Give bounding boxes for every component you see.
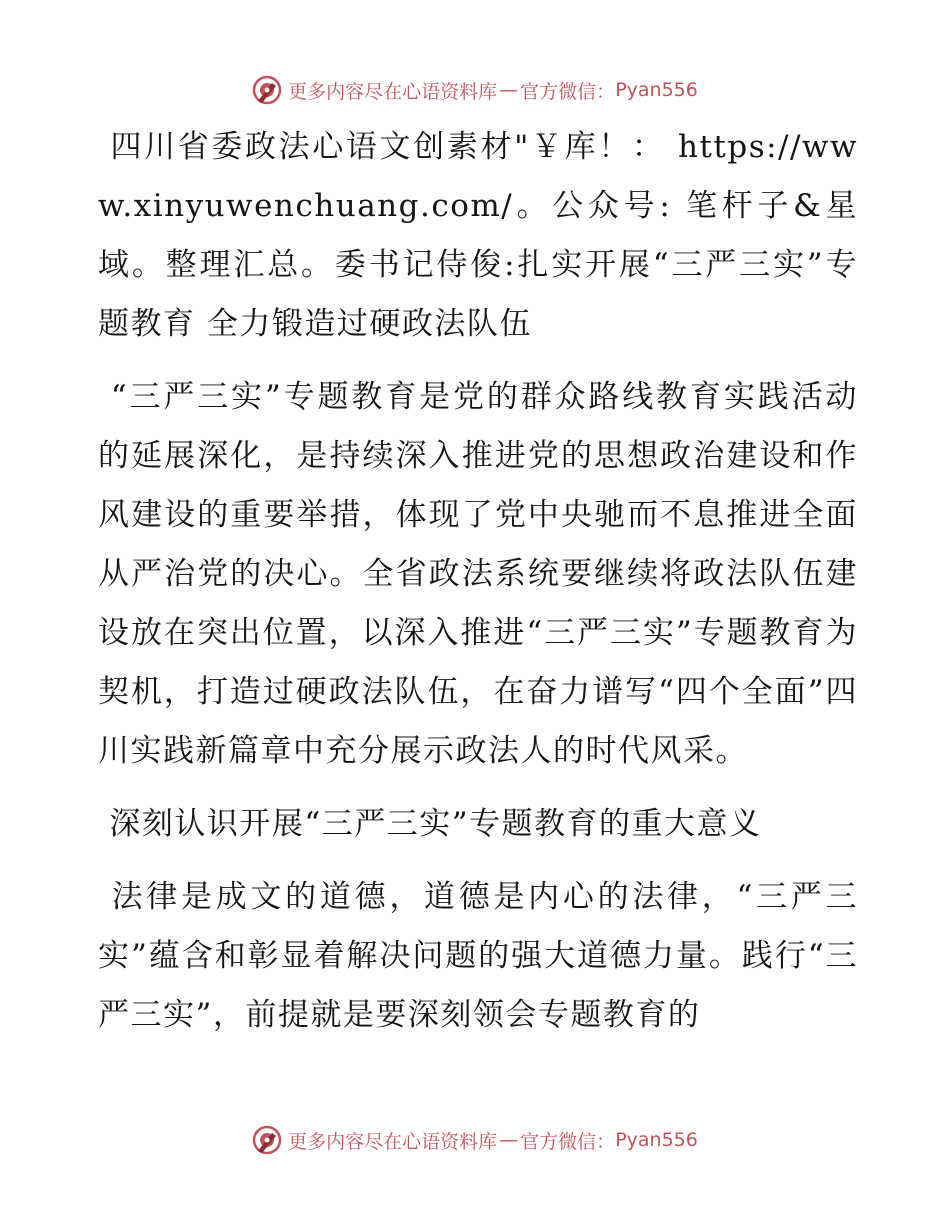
document-intro: 四川省委政法心语文创素材"￥库！： https://www.xinyuwenchuang.com/。公众号: 笔杆子&星域。整理汇总。委书记侍俊:扎实开展“三严三实”专题教育 全力锻造过硬政法队伍: [98, 129, 859, 342]
header-banner-dash: —: [499, 79, 519, 101]
footer-banner-dash: —: [499, 1129, 519, 1151]
footer-watermark-banner: [0, 1122, 950, 1158]
document-paragraph-2: 法律是成文的道德，道德是内心的法律，“三严三实”蕴含和彰显着解决问题的强大道德力量。践行“三严三实”，前提就是要深刻领会专题教育的: [98, 879, 858, 1033]
document-body: [98, 118, 858, 1059]
pen-logo-icon: [252, 1125, 282, 1155]
header-watermark-banner: [0, 72, 950, 108]
footer-banner-wechat-label: 官方微信：: [520, 1130, 616, 1153]
footer-banner-wechat-id: Pyan556: [615, 1129, 698, 1151]
header-banner-text: 更多内容尽在心语资料库: [288, 80, 498, 103]
pen-logo-icon: [252, 75, 282, 105]
document-section-heading: 深刻认识开展“三严三实”专题教育的重大意义: [98, 806, 762, 842]
header-banner-wechat-id: Pyan556: [615, 79, 698, 101]
header-banner-wechat-label: 官方微信：: [520, 80, 616, 103]
document-paragraph-1: “三严三实”专题教育是党的群众路线教育实践活动的延展深化，是持续深入推进党的思想政治建设和作风建设的重要举措，体现了党中央驰而不息推进全面从严治党的决心。全省政法系统要继续将政法队伍建设放在突出位置，以深入推进“三严三实”专题教育为契机，打造过硬政法队伍，在奋力谱写“四个全面”四川实践新篇章中充分展示政法人的时代风采。: [98, 379, 858, 769]
footer-banner-text: 更多内容尽在心语资料库: [288, 1130, 498, 1153]
